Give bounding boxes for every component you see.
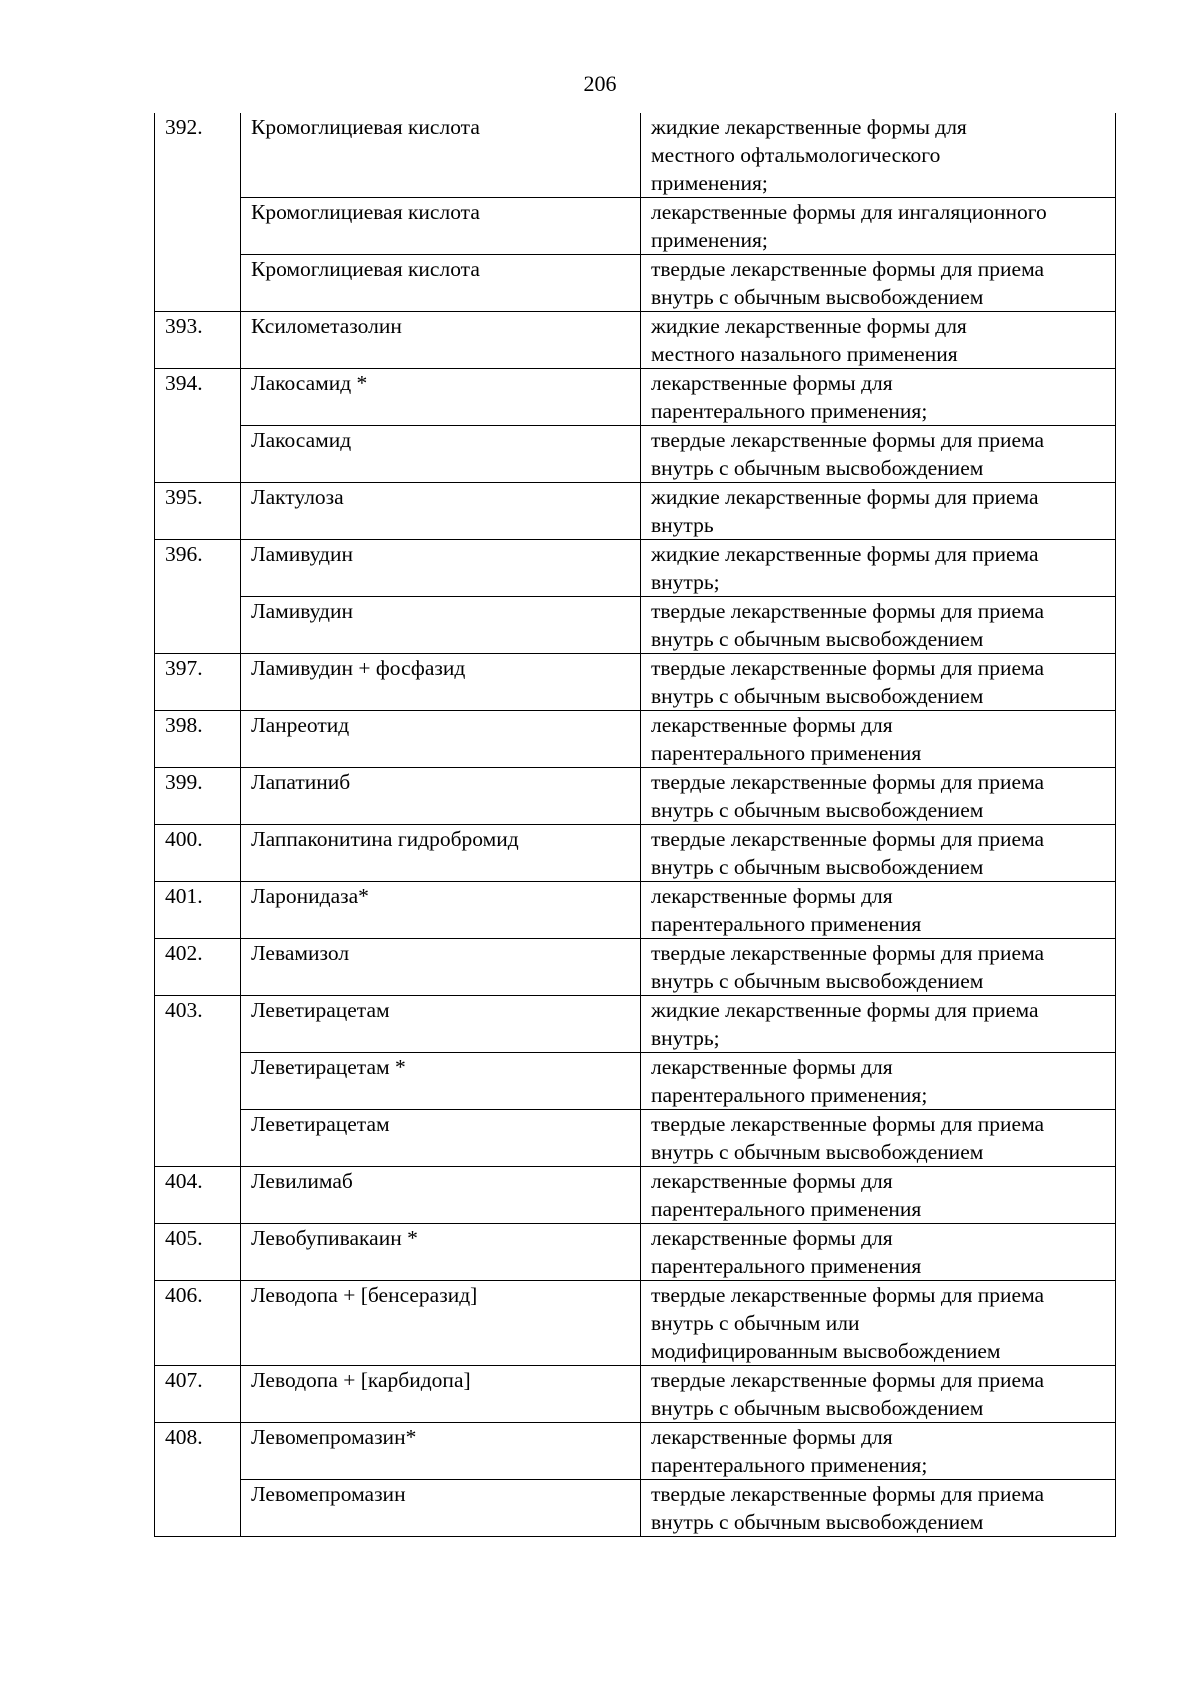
drug-name: Леводопа + [бенсеразид] xyxy=(241,1281,641,1366)
drug-name: Ксилометазолин xyxy=(241,312,641,369)
dosage-form: лекарственные формы для парентерального применения xyxy=(641,1167,1116,1224)
table-row xyxy=(155,654,1116,711)
dosage-form: твердые лекарственные формы для приема внутрь с обычным высвобождением xyxy=(641,255,1116,312)
drug-name: Ламивудин xyxy=(241,540,641,597)
page-number: 206 xyxy=(583,71,617,96)
entry-number: 405. xyxy=(155,1224,241,1281)
entry-number: 392. xyxy=(155,113,241,312)
table-row xyxy=(155,1110,1116,1167)
dosage-form: твердые лекарственные формы для приема внутрь с обычным высвобождением xyxy=(641,1110,1116,1167)
table-row xyxy=(155,882,1116,939)
dosage-form: жидкие лекарственные формы для приема внутрь; xyxy=(641,540,1116,597)
table-row xyxy=(155,113,1116,198)
table-row xyxy=(155,597,1116,654)
entry-number: 396. xyxy=(155,540,241,654)
table-row xyxy=(155,426,1116,483)
table-row xyxy=(155,1480,1116,1537)
table-row xyxy=(155,369,1116,426)
drug-name: Кромоглициевая кислота xyxy=(241,113,641,198)
dosage-form: твердые лекарственные формы для приема внутрь с обычным высвобождением xyxy=(641,426,1116,483)
entry-number: 408. xyxy=(155,1423,241,1537)
table-row xyxy=(155,198,1116,255)
dosage-form: твердые лекарственные формы для приема внутрь с обычным высвобождением xyxy=(641,1366,1116,1423)
entry-number: 406. xyxy=(155,1281,241,1366)
dosage-form: лекарственные формы для ингаляционного применения; xyxy=(641,198,1116,255)
drug-name: Левамизол xyxy=(241,939,641,996)
entry-number: 404. xyxy=(155,1167,241,1224)
entry-number: 400. xyxy=(155,825,241,882)
dosage-form: твердые лекарственные формы для приема внутрь с обычным или модифицированным высвобождением xyxy=(641,1281,1116,1366)
dosage-form: жидкие лекарственные формы для местного назального применения xyxy=(641,312,1116,369)
table-row xyxy=(155,312,1116,369)
table-row xyxy=(155,939,1116,996)
drug-name: Леводопа + [карбидопа] xyxy=(241,1366,641,1423)
drug-name: Левилимаб xyxy=(241,1167,641,1224)
dosage-form: жидкие лекарственные формы для приема внутрь xyxy=(641,483,1116,540)
dosage-form: жидкие лекарственные формы для местного офтальмологического применения; xyxy=(641,113,1116,198)
dosage-form: лекарственные формы для парентерального применения; xyxy=(641,1053,1116,1110)
drug-name: Ларонидаза* xyxy=(241,882,641,939)
table-row xyxy=(155,1167,1116,1224)
drug-name: Левомепромазин xyxy=(241,1480,641,1537)
dosage-form: твердые лекарственные формы для приема внутрь с обычным высвобождением xyxy=(641,1480,1116,1537)
dosage-form: лекарственные формы для парентерального применения xyxy=(641,711,1116,768)
table-row xyxy=(155,711,1116,768)
entry-number: 394. xyxy=(155,369,241,483)
entry-number: 403. xyxy=(155,996,241,1167)
table-row xyxy=(155,1423,1116,1480)
table-row xyxy=(155,1224,1116,1281)
dosage-form: твердые лекарственные формы для приема внутрь с обычным высвобождением xyxy=(641,825,1116,882)
dosage-form: жидкие лекарственные формы для приема внутрь; xyxy=(641,996,1116,1053)
table-row xyxy=(155,1053,1116,1110)
drug-name: Левомепромазин* xyxy=(241,1423,641,1480)
dosage-form: твердые лекарственные формы для приема внутрь с обычным высвобождением xyxy=(641,654,1116,711)
dosage-form: лекарственные формы для парентерального применения; xyxy=(641,1423,1116,1480)
drug-name: Леветирацетам * xyxy=(241,1053,641,1110)
dosage-form: лекарственные формы для парентерального применения xyxy=(641,882,1116,939)
table-row xyxy=(155,825,1116,882)
table-row xyxy=(155,483,1116,540)
drug-table xyxy=(154,113,1116,1537)
table-row xyxy=(155,540,1116,597)
drug-name: Кромоглициевая кислота xyxy=(241,198,641,255)
drug-name: Левобупивакаин * xyxy=(241,1224,641,1281)
table-row xyxy=(155,1281,1116,1366)
drug-name: Лактулоза xyxy=(241,483,641,540)
drug-name: Кромоглициевая кислота xyxy=(241,255,641,312)
entry-number: 399. xyxy=(155,768,241,825)
table-row xyxy=(155,1366,1116,1423)
table-row xyxy=(155,768,1116,825)
entry-number: 393. xyxy=(155,312,241,369)
drug-name: Ламивудин xyxy=(241,597,641,654)
table-row xyxy=(155,996,1116,1053)
drug-name: Леветирацетам xyxy=(241,996,641,1053)
drug-name: Лаппаконитина гидробромид xyxy=(241,825,641,882)
dosage-form: твердые лекарственные формы для приема внутрь с обычным высвобождением xyxy=(641,939,1116,996)
dosage-form: твердые лекарственные формы для приема внутрь с обычным высвобождением xyxy=(641,768,1116,825)
entry-number: 398. xyxy=(155,711,241,768)
drug-table-body xyxy=(155,113,1116,1537)
entry-number: 401. xyxy=(155,882,241,939)
drug-name: Лакосамид xyxy=(241,426,641,483)
table-row xyxy=(155,255,1116,312)
entry-number: 402. xyxy=(155,939,241,996)
entry-number: 397. xyxy=(155,654,241,711)
dosage-form: лекарственные формы для парентерального применения xyxy=(641,1224,1116,1281)
drug-name: Ланреотид xyxy=(241,711,641,768)
entry-number: 407. xyxy=(155,1366,241,1423)
drug-name: Ламивудин + фосфазид xyxy=(241,654,641,711)
drug-name: Лапатиниб xyxy=(241,768,641,825)
drug-name: Леветирацетам xyxy=(241,1110,641,1167)
drug-name: Лакосамид * xyxy=(241,369,641,426)
dosage-form: твердые лекарственные формы для приема внутрь с обычным высвобождением xyxy=(641,597,1116,654)
entry-number: 395. xyxy=(155,483,241,540)
dosage-form: лекарственные формы для парентерального применения; xyxy=(641,369,1116,426)
